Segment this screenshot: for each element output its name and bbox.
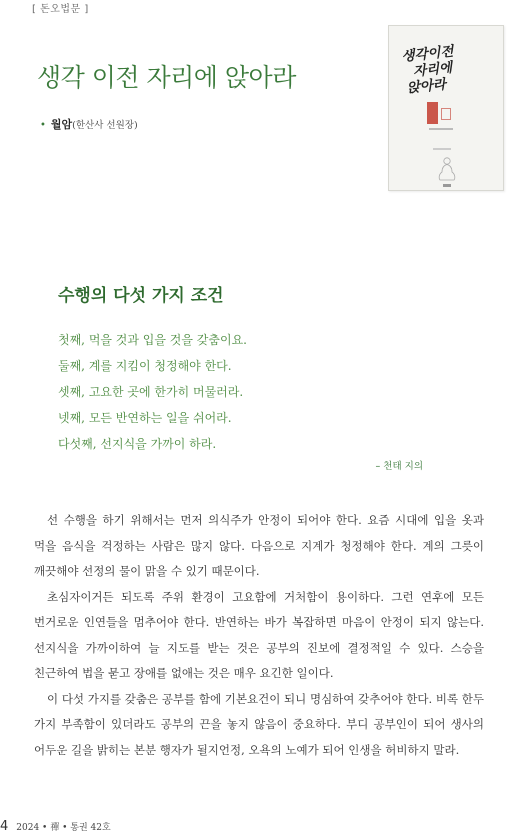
body-paragraph: 선 수행을 하기 위해서는 먼저 의식주가 안정이 되어야 한다. 요즘 시대에 입을 옷과 먹을 음식을 걱정하는 사람은 많지 않다. 다음으로 지계가 청정해야 한다. 계의 그릇이 깨끗해야 선정의 물이 맑을 수 있기 때문이다. (34, 513, 484, 578)
cover-author-mark (429, 128, 453, 130)
seated-buddha-icon (437, 156, 457, 182)
body-paragraph: 이 다섯 가지를 갖춤은 공부를 함에 기본요건이 되니 명심하여 갖추어야 한다. 비록 한두 가지 부족함이 있더라도 공부의 끈을 놓지 않음이 중요하다. 부디 공부인이 되어 생사의 어두운 길을 밝히는 본분 행자가 될지언정, 오욕의 노예가 되어 인생을 허비하지 말라. (34, 691, 484, 757)
author-affiliation: (한산사 선원장) (72, 120, 138, 131)
book-cover (388, 25, 504, 191)
book-title-line: 생각이전 (400, 43, 455, 65)
issue-info: 2024 • 禪 • 통권 42호 (16, 823, 111, 833)
publisher-mark (443, 184, 451, 187)
box-title: 수행의 다섯 가지 조건 (58, 286, 224, 306)
body-text (34, 508, 484, 763)
book-title-line: 자리에 (412, 59, 453, 80)
author-name: 월암 (50, 118, 73, 131)
section-tag: [ 돈오법문 ] (32, 4, 89, 15)
red-seal-icon (427, 102, 438, 124)
book-title-line: 앉아라 (406, 76, 447, 97)
author-line (40, 116, 138, 132)
page-footer (0, 819, 111, 834)
body-paragraph: 초심자이거든 되도록 주위 환경이 고요함에 거처함이 용이하다. 그런 연후에 모든 번거로운 인연들을 멈추어야 한다. 반연하는 바가 복잡하면 마음이 안정이 되지 않는다. 선지식을 가까이하여 늘 지도를 받는 것은 공부의 진보에 결정적일 수 있다. 스승을 친근하여 법을 묻고 장애를 없애는 것은 매우 요긴한 일이다. (34, 589, 484, 680)
page-number: 4 (0, 819, 9, 834)
list-item: 넷째, 모든 반연하는 일을 쉬어라. (58, 411, 232, 425)
quote-source: – 천태 지의 (375, 461, 423, 472)
bullet-icon: • (40, 120, 46, 131)
small-seal-icon (441, 108, 451, 120)
list-item: 첫째, 먹을 것과 입을 것을 갖춤이요. (58, 333, 247, 347)
list-item: 둘째, 계를 지킴이 청정해야 한다. (58, 359, 232, 373)
list-item: 다섯째, 선지식을 가까이 하라. (58, 437, 217, 451)
list-item: 셋째, 고요한 곳에 한가히 머물러라. (58, 385, 244, 399)
conditions-list (58, 327, 247, 457)
page-title: 생각 이전 자리에 앉아라 (37, 63, 296, 92)
cover-subtitle-mark (433, 148, 451, 150)
book-cover-title (401, 39, 498, 96)
